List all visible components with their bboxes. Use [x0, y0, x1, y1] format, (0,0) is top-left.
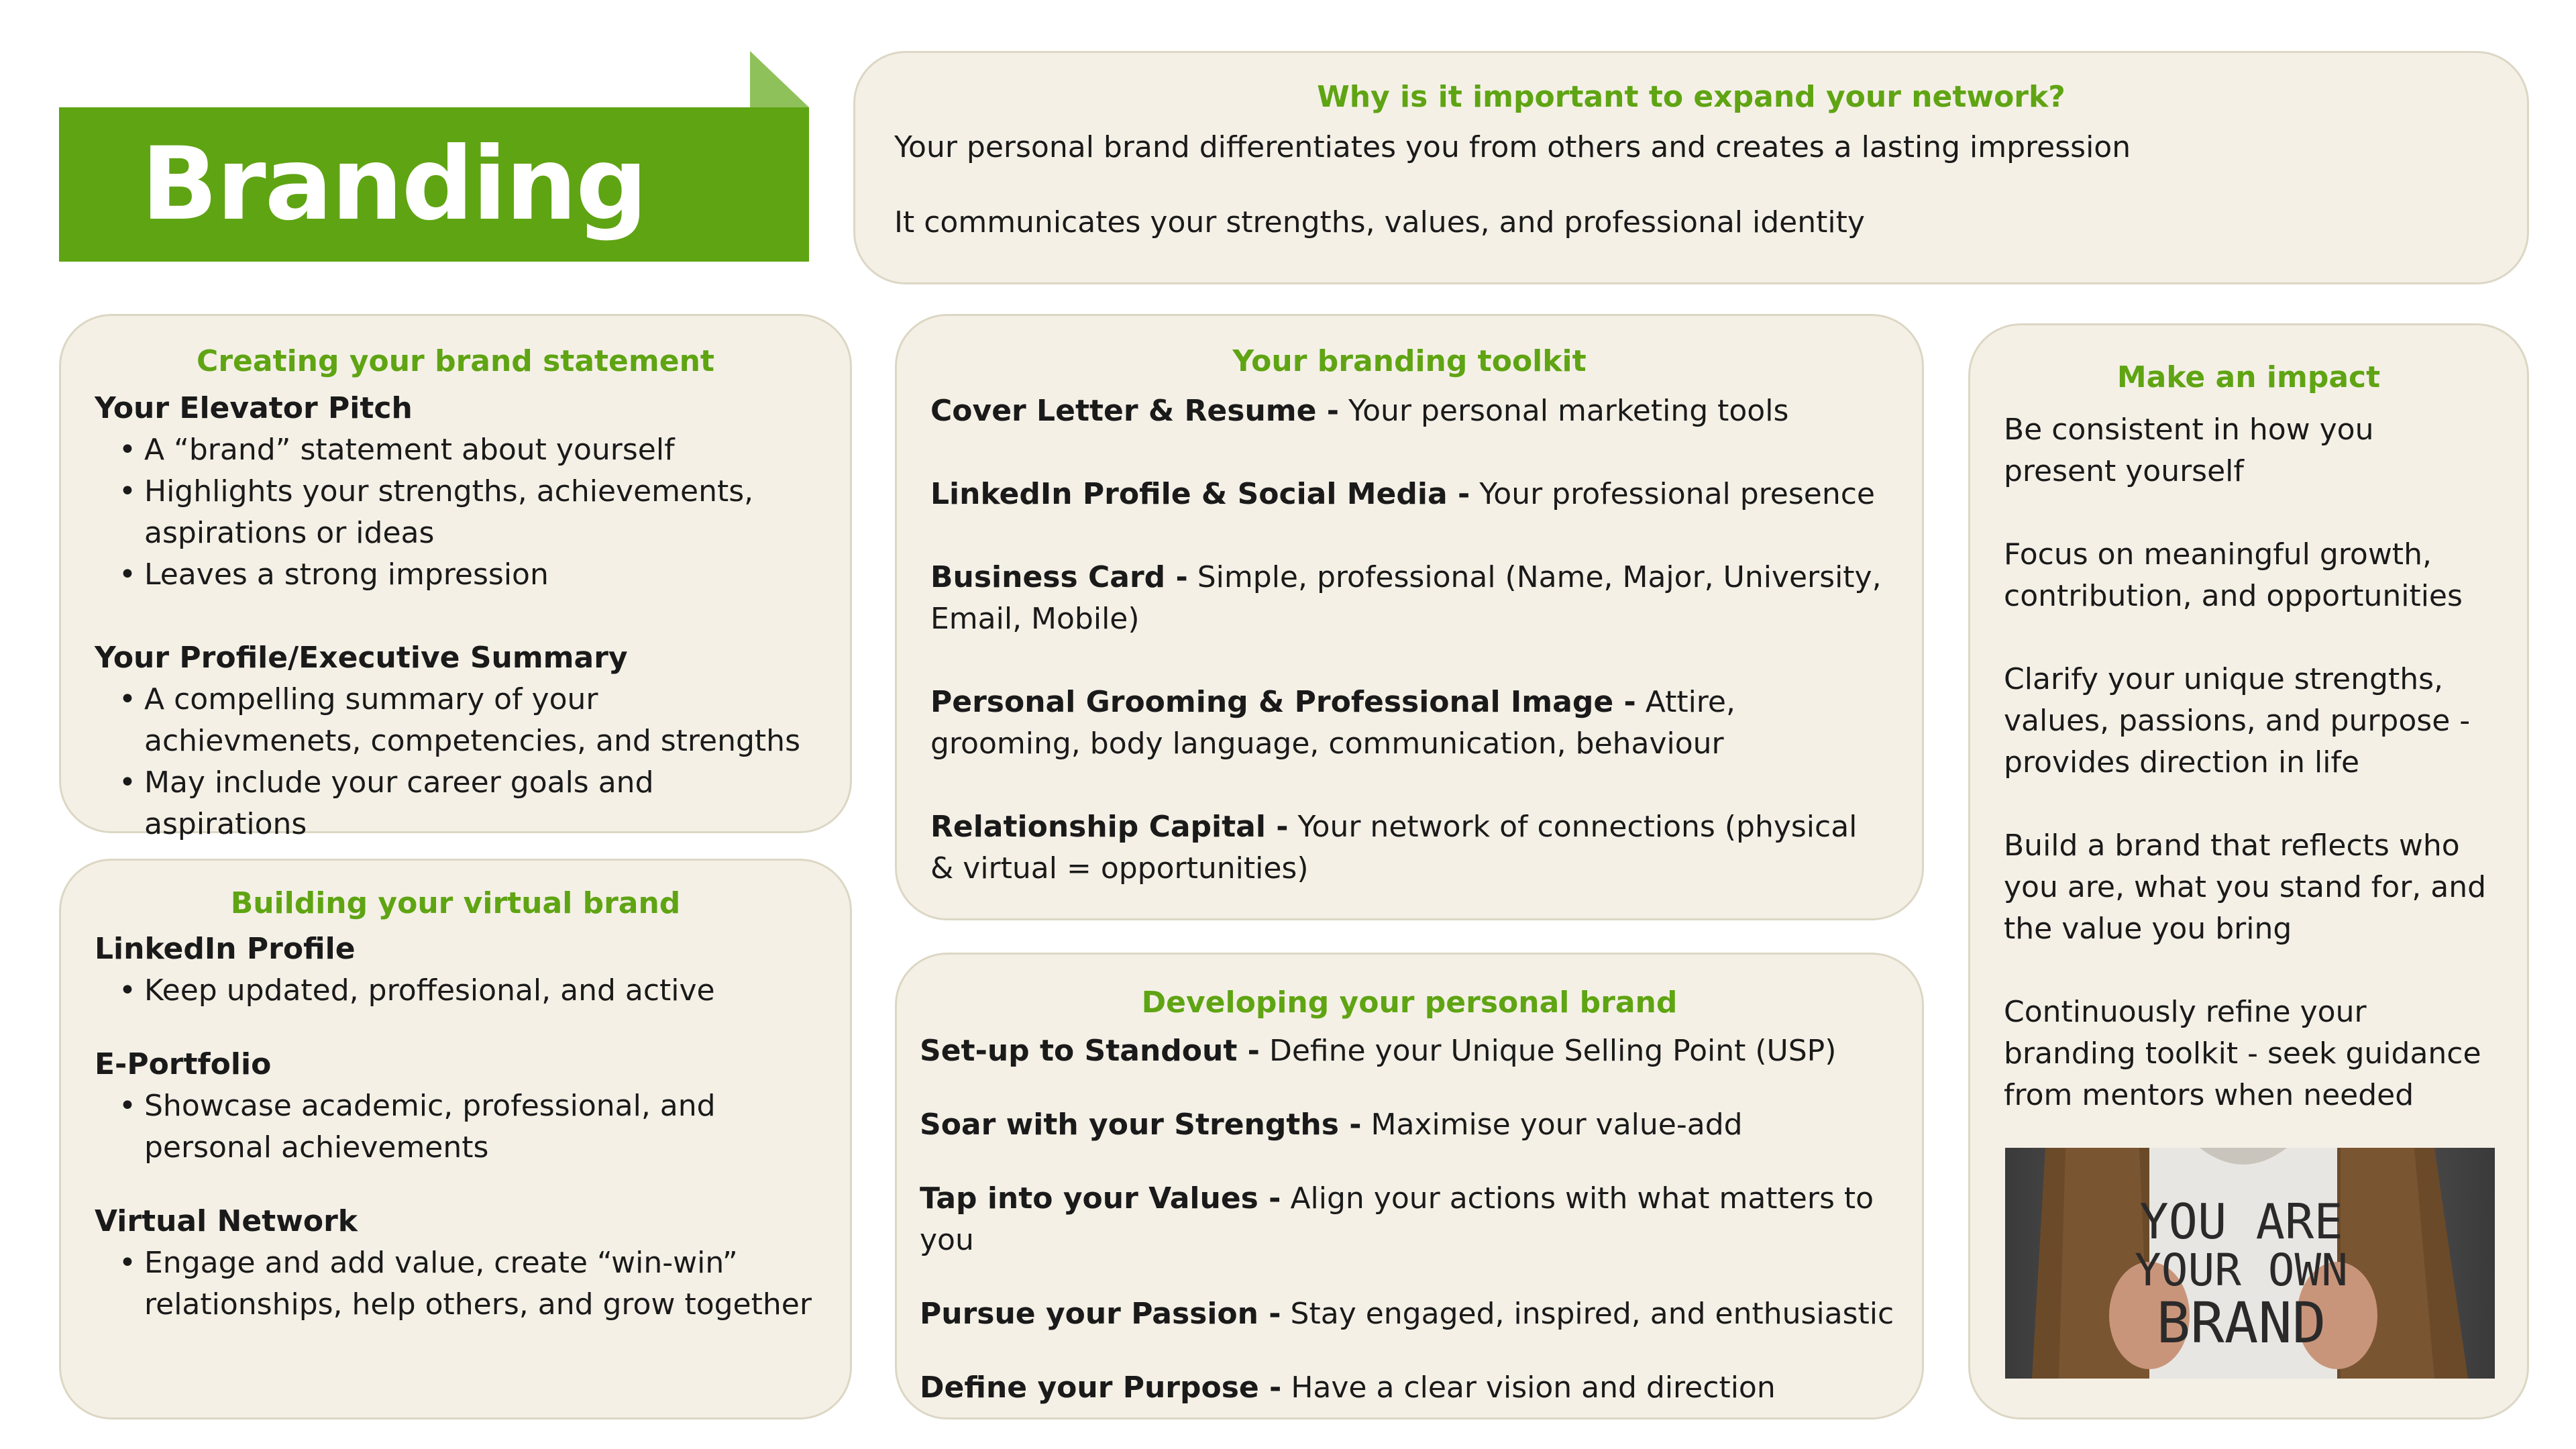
virtual-brand-title: Building your virtual brand — [230, 886, 681, 920]
why-network-title: Why is it important to expand your network? — [1317, 80, 2065, 114]
photo-text-line-2: YOUR OWN — [2135, 1244, 2348, 1296]
make-impact-card — [1968, 323, 2529, 1419]
list-item: • Engage and add value, create “win-win” relationships, help others, and grow together — [95, 1242, 816, 1326]
brand-statement-title: Creating your brand statement — [197, 344, 714, 378]
toolkit-item: LinkedIn Profile & Social Media - Your professional presence — [930, 477, 1876, 511]
list-item: • Keep updated, proffesional, and active — [95, 970, 816, 1012]
list-item: • May include your career goals and aspirations — [95, 762, 816, 845]
linkedin-list — [95, 970, 816, 1012]
page-title: Branding — [141, 126, 647, 243]
photo-illustration — [2005, 1148, 2495, 1379]
elevator-pitch-list — [95, 429, 816, 596]
elevator-pitch-heading: Your Elevator Pitch — [95, 391, 413, 425]
linkedin-heading: LinkedIn Profile — [95, 932, 356, 966]
develop-item: Define your Purpose - Have a clear vision and direction — [920, 1371, 1776, 1405]
banner-fold-decoration — [750, 51, 809, 107]
impact-item: Continuously refine your branding toolkit - seek guidance from mentors when needed — [2004, 995, 2481, 1112]
list-item: • A compelling summary of your achievmenets, competencies, and strengths — [95, 679, 816, 762]
list-item: • Highlights your strengths, achievements, aspirations or ideas — [95, 471, 816, 554]
virtual-brand-card — [59, 859, 852, 1419]
branding-toolkit-card — [895, 314, 1924, 920]
develop-item: Pursue your Passion - Stay engaged, inspired, and enthusiastic — [920, 1297, 1894, 1331]
toolkit-item: Personal Grooming & Professional Image - Attire, grooming, body language, communication, behaviour — [930, 685, 1735, 761]
develop-item: Set-up to Standout - Define your Unique Selling Point (USP) — [920, 1034, 1837, 1068]
toolkit-item: Business Card - Simple, professional (Name, Major, University, Email, Mobile) — [930, 560, 1882, 636]
why-network-line-2: It communicates your strengths, values, and professional identity — [894, 205, 1865, 239]
list-item: • Leaves a strong impression — [95, 554, 816, 596]
develop-item: Soar with your Strengths - Maximise your value-add — [920, 1108, 1743, 1142]
impact-item: Be consistent in how you present yourself — [2004, 413, 2374, 488]
toolkit-item: Cover Letter & Resume - Your personal marketing tools — [930, 394, 1789, 428]
you-are-your-own-brand-photo — [2005, 1148, 2495, 1379]
executive-summary-list — [95, 679, 816, 845]
develop-item: Tap into your Values - Align your actions with what matters to you — [920, 1181, 1874, 1257]
virtual-network-list — [95, 1242, 816, 1326]
executive-summary-heading: Your Profile/Executive Summary — [95, 641, 628, 675]
why-network-card — [853, 51, 2529, 284]
eportfolio-heading: E-Portfolio — [95, 1047, 272, 1081]
impact-item: Clarify your unique strengths, values, passions, and purpose - provides direction in life — [2004, 662, 2471, 780]
branding-toolkit-title: Your branding toolkit — [1232, 344, 1587, 378]
impact-item: Build a brand that reflects who you are, what you stand for, and the value you bring — [2004, 828, 2487, 946]
eportfolio-list — [95, 1085, 816, 1169]
why-network-line-1: Your personal brand differentiates you from others and creates a lasting impression — [894, 130, 2131, 164]
toolkit-item: Relationship Capital - Your network of connections (physical & virtual = opportunities) — [930, 810, 1858, 885]
personal-brand-title: Developing your personal brand — [1141, 985, 1678, 1020]
virtual-network-heading: Virtual Network — [95, 1204, 358, 1238]
impact-item: Focus on meaningful growth, contribution, and opportunities — [2004, 537, 2463, 613]
make-impact-title: Make an impact — [2116, 360, 2381, 394]
photo-text-line-3: BRAND — [2156, 1290, 2326, 1356]
personal-brand-card — [895, 953, 1924, 1419]
photo-text-line-1: YOU ARE — [2139, 1193, 2343, 1250]
list-item: • Showcase academic, professional, and personal achievements — [95, 1085, 816, 1169]
list-item: • A “brand” statement about yourself — [95, 429, 816, 471]
title-banner — [59, 107, 809, 262]
brand-statement-card — [59, 314, 852, 841]
